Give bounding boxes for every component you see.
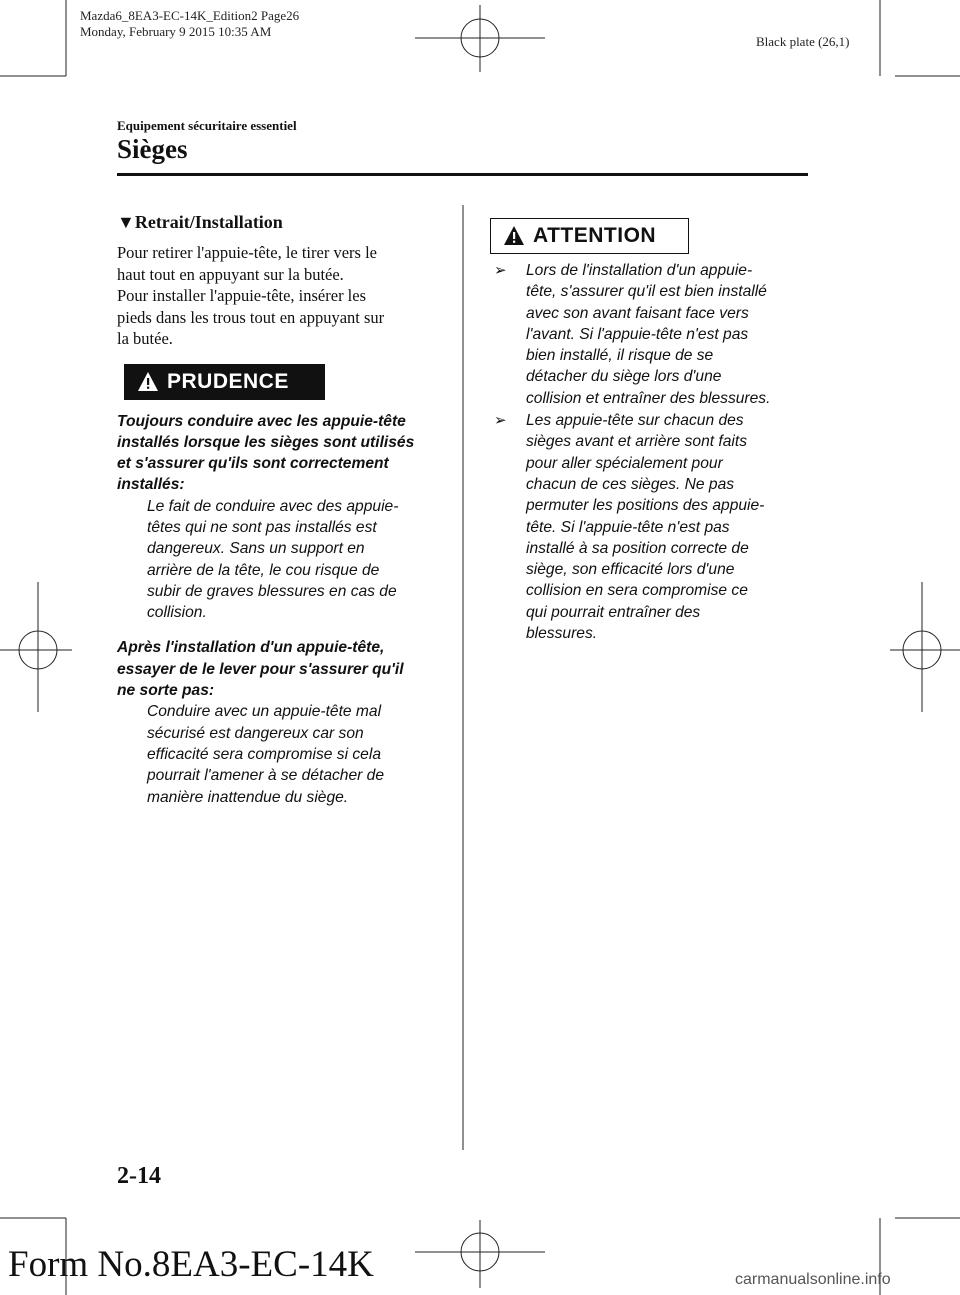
text-line: détacher du siège lors d'une <box>526 368 722 386</box>
text-line: arrière de la tête, le cou risque de <box>147 561 380 579</box>
text-line: installés lorsque les sièges sont utilisés <box>117 433 415 451</box>
text-line: Après l'installation d'un appuie-tête, <box>117 639 385 657</box>
subsection-body <box>117 242 447 350</box>
prudence-label: PRUDENCE <box>167 369 289 393</box>
text-line: subir de graves blessures en cas de <box>147 582 397 600</box>
attention-list <box>490 260 810 644</box>
registration-mark-left <box>0 582 72 712</box>
section-label: Equipement sécuritaire essentiel <box>117 118 297 133</box>
plate-label: Black plate (26,1) <box>756 34 850 49</box>
left-column <box>117 212 447 808</box>
text-line: collision et entraîner des blessures. <box>526 389 771 407</box>
right-column <box>490 218 810 645</box>
text-line: manière inattendue du siège. <box>147 788 349 806</box>
text-line: installés: <box>117 476 185 494</box>
text-line: tête. Si l'appuie-tête n'est pas <box>526 518 730 536</box>
list-item <box>490 260 810 409</box>
prudence-block1-body <box>117 496 447 624</box>
registration-mark-right <box>890 582 960 712</box>
text-line: qui pourrait entraîner des <box>526 603 701 621</box>
text-line: sièges avant et arrière sont faits <box>526 433 748 451</box>
text-line: permuter les positions des appuie- <box>526 497 765 515</box>
text-line: Le fait de conduire avec des appuie- <box>147 497 399 515</box>
attention-badge <box>490 218 689 254</box>
text-line: efficacité sera compromise si cela <box>147 745 381 763</box>
text-line: installé à sa position correcte de <box>526 539 749 557</box>
text-line: Toujours conduire avec les appuie-tête <box>117 412 406 430</box>
watermark: carmanualsonline.info <box>735 1271 891 1288</box>
subsection-heading <box>117 212 447 233</box>
text-line: Les appuie-tête sur chacun des <box>526 412 744 430</box>
text-line: siège, son efficacité lors d'une <box>526 561 735 579</box>
list-item <box>490 410 810 644</box>
print-header-line2: Monday, February 9 2015 10:35 AM <box>80 24 272 39</box>
body-line: Pour installer l'appuie-tête, insérer les <box>117 286 367 305</box>
attention-label: ATTENTION <box>533 224 657 247</box>
text-line: chacun de ces sièges. Ne pas <box>526 475 735 493</box>
triangle-marker-icon: ▼ <box>117 212 135 232</box>
body-line: haut tout en appuyant sur la butée. <box>117 264 344 284</box>
text-line: Conduire avec un appuie-tête mal <box>147 703 382 721</box>
subsection-title: Retrait/Installation <box>134 212 283 232</box>
body-line: pieds dans les trous tout en appuyant sur <box>117 307 385 327</box>
text-line: pour aller spécialement pour <box>526 454 723 472</box>
warning-triangle-icon <box>137 371 159 393</box>
page-title: Sièges <box>117 134 188 164</box>
arrow-bullet-icon: ➢ <box>494 261 507 279</box>
prudence-block2-body <box>117 701 447 807</box>
text-line: et s'assurer qu'ils sont correctement <box>117 455 389 473</box>
warning-triangle-icon <box>503 225 525 247</box>
prudence-block1-heading <box>117 411 447 496</box>
prudence-block2-heading <box>117 637 447 701</box>
prudence-badge <box>124 364 325 400</box>
text-line: dangereux. Sans un support en <box>147 540 365 558</box>
text-line: bien installé, il risque de se <box>526 347 714 365</box>
text-line: têtes qui ne sont pas installés est <box>147 518 377 536</box>
text-line: tête, s'assurer qu'il est bien installé <box>526 283 767 301</box>
text-line: avec son avant faisant face vers <box>526 304 749 322</box>
body-line: la butée. <box>117 329 173 348</box>
print-header <box>80 8 299 40</box>
registration-mark-top <box>415 5 545 72</box>
form-number: Form No.8EA3-EC-14K <box>8 1244 374 1285</box>
text-line: blessures. <box>526 625 598 643</box>
title-rule <box>117 173 808 176</box>
text-line: ne sorte pas: <box>117 682 215 700</box>
body-line: Pour retirer l'appuie-tête, le tirer vers le <box>117 243 377 262</box>
text-line: pourrait l'amener à se détacher de <box>147 767 385 785</box>
text-line: sécurisé est dangereux car son <box>147 724 364 742</box>
page-number: 2-14 <box>117 1163 161 1189</box>
text-line: essayer de le lever pour s'assurer qu'il <box>117 660 404 678</box>
print-header-line1: Mazda6_8EA3-EC-14K_Edition2 Page26 <box>80 8 300 23</box>
registration-mark-bottom <box>415 1220 545 1288</box>
text-line: Lors de l'installation d'un appuie- <box>526 262 753 279</box>
text-line: collision en sera compromise ce <box>526 582 748 600</box>
text-line: collision. <box>147 604 207 622</box>
arrow-bullet-icon: ➢ <box>494 411 507 430</box>
text-line: l'avant. Si l'appuie-tête n'est pas <box>526 325 749 343</box>
